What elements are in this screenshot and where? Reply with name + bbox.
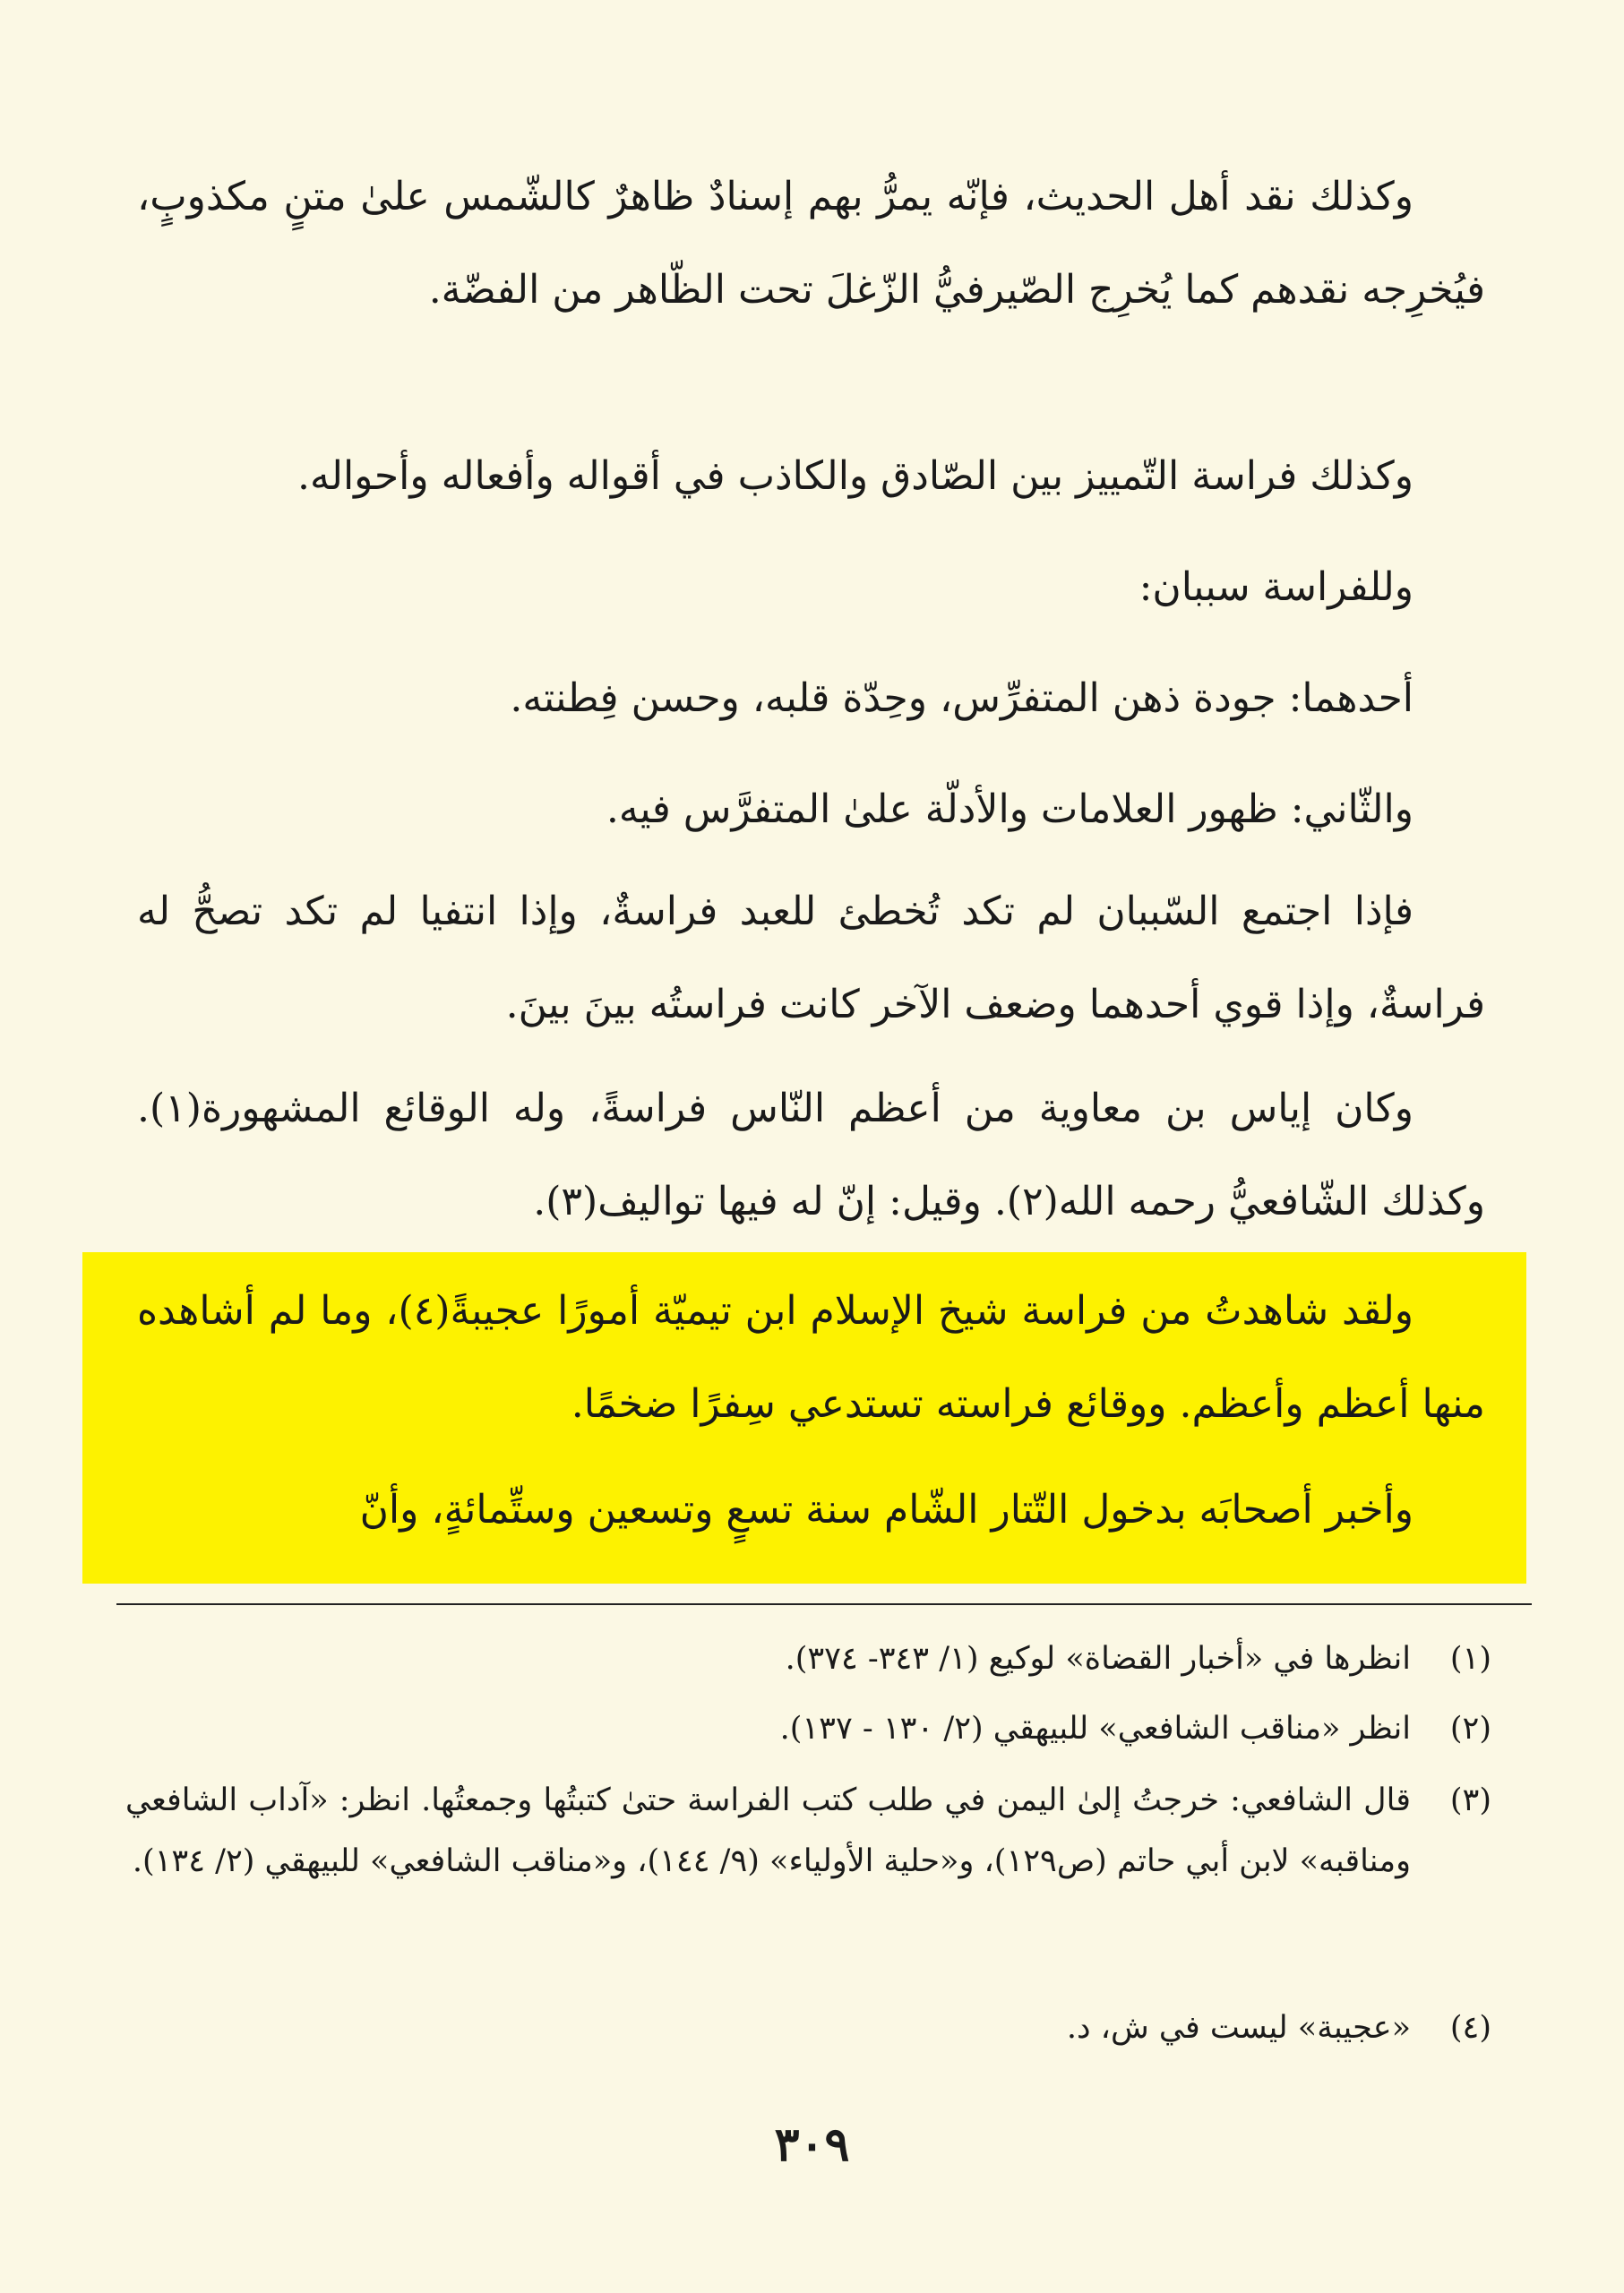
paragraph-both-causes: فإذا اجتمع السّببان لم تكد تُخطئ للعبد فراسةٌ، وإذا انتفيا لم تكد تصحُّ له فراسةٌ، وإذا قوي أحدهما وضعف الآخر كانت فراستُه بينَ بينَ. [137, 889, 1485, 1027]
paragraph-second-cause: والثّاني: ظهور العلامات والأدلّة علىٰ المتفرَّس فيه. [606, 786, 1413, 832]
footnote-text: قال الشافعي: خرجتُ إلىٰ اليمن في طلب كتب الفراسة حتىٰ كتبتُها وجمعتُها. انظر: «آداب الشافعي ومناقبه» لابن أبي حاتم (ص١٢٩)، و«حلية الأولياء» (٩/ ١٤٤)، و«مناقب الشافعي» للبيهقي (٢/ ١٣٤). [125, 1782, 1411, 1879]
footnote-text: انظر «مناقب الشافعي» للبيهقي (٢/ ١٣٠ - ١٣٧). [779, 1711, 1411, 1747]
paragraph-tatars: وأخبر أصحابَه بدخول التّتار الشّام سنة تسعٍ وتسعين وستِّمائةٍ، وأنّ [359, 1487, 1413, 1533]
footnote-separator [116, 1603, 1532, 1605]
paragraph-hadith-critique: وكذلك نقد أهل الحديث، فإنّه يمرُّ بهم إسنادٌ ظاهرٌ كالشّمس علىٰ متنٍ مكذوبٍ، فيُخرِجه نقدهم كما يُخرِج الصّيرفيُّ الزّغلَ تحت الظّاهر من الفضّة. [137, 174, 1485, 313]
paragraph-first-cause: أحدهما: جودة ذهن المتفرِّس، وحِدّة قلبه، وحسن فِطنته. [510, 675, 1413, 721]
footnote-number: (٣) [1449, 1782, 1491, 1818]
page-number: ٣٠٩ [774, 2117, 850, 2172]
paragraph-iyas: وكان إياس بن معاوية من أعظم النّاس فراسةً، وله الوقائع المشهورة(١). وكذلك الشّافعيُّ رحمه الله(٢). وقيل: إنّ له فيها تواليف(٣). [137, 1086, 1485, 1224]
footnote-number: (٢) [1449, 1711, 1491, 1747]
footnote-1 [125, 1628, 1491, 1689]
paragraph-two-causes: وللفراسة سببان: [1139, 564, 1413, 610]
footnote-text: انظرها في «أخبار القضاة» لوكيع (١/ ٣٤٣- ٣٧٤). [785, 1641, 1411, 1677]
footnote-number: (٤) [1449, 2010, 1491, 2046]
footnote-2 [125, 1698, 1491, 1759]
footnote-3 [125, 1770, 1491, 1892]
paragraph-discernment: وكذلك فراسة التّمييز بين الصّادق والكاذب في أقواله وأفعاله وأحواله. [296, 453, 1413, 499]
footnote-number: (١) [1449, 1641, 1491, 1677]
footnote-4 [125, 1997, 1491, 2058]
paragraph-ibn-taymiyya: ولقد شاهدتُ من فراسة شيخ الإسلام ابن تيميّة أمورًا عجيبةً(٤)، وما لم أشاهده منها أعظم وأعظم. ووقائع فراسته تستدعي سِفرًا ضخمًا. [137, 1288, 1485, 1427]
footnote-text: «عجيبة» ليست في ش، د. [1066, 2010, 1411, 2046]
